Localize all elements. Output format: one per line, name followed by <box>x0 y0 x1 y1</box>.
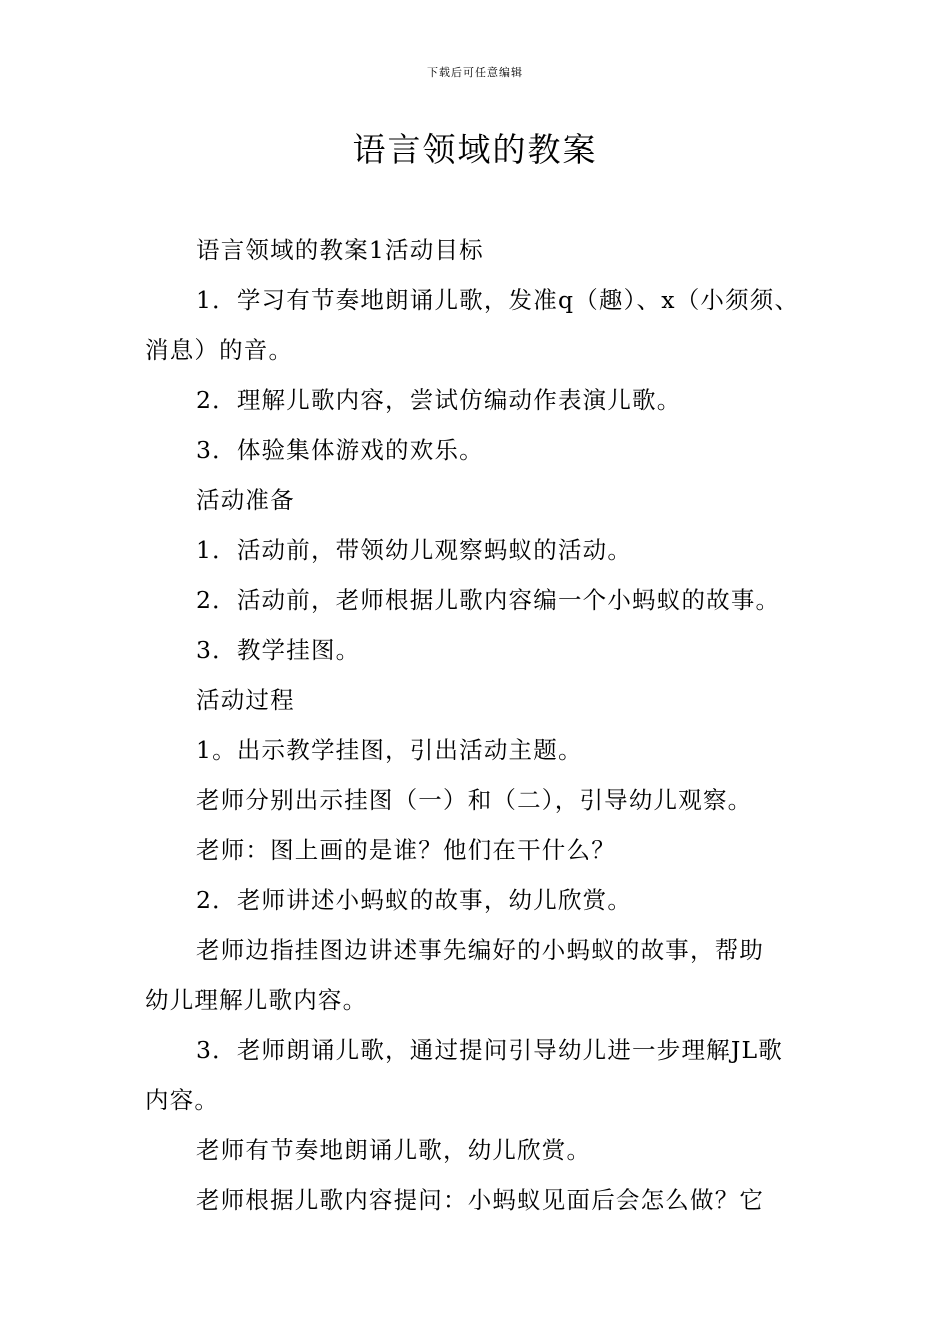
paragraph-2-continued: 消息）的音。 <box>145 336 294 364</box>
paragraph-7: 2．活动前，老师根据儿歌内容编一个小蚂蚁的故事。 <box>196 586 781 614</box>
paragraph-2: 1．学习有节奏地朗诵儿歌，发准q（趣）、x（小须须、 <box>196 286 800 314</box>
paragraph-1: 语言领域的教案1活动目标 <box>196 236 484 264</box>
paragraph-15: 3．老师朗诵儿歌，通过提问引导幼儿进一步理解JL歌 <box>196 1036 783 1064</box>
paragraph-6: 1．活动前，带领幼儿观察蚂蚁的活动。 <box>196 536 633 564</box>
paragraph-9: 活动过程 <box>196 686 295 714</box>
paragraph-13: 2．老师讲述小蚂蚁的故事，幼儿欣赏。 <box>196 886 633 914</box>
paragraph-12: 老师：图上画的是谁？他们在干什么？ <box>196 836 616 864</box>
paragraph-3: 2．理解儿歌内容，尝试仿编动作表演儿歌。 <box>196 386 682 414</box>
paragraph-14-continued: 幼儿理解儿歌内容。 <box>145 986 368 1014</box>
paragraph-11: 老师分别出示挂图（一）和（二），引导幼儿观察。 <box>196 786 753 814</box>
header-note: 下载后可任意编辑 <box>427 66 523 79</box>
document-title: 语言领域的教案 <box>352 130 598 169</box>
document-body <box>145 225 835 1225</box>
paragraph-17: 老师根据儿歌内容提问：小蚂蚁见面后会怎么做？它 <box>196 1186 765 1214</box>
paragraph-10: 1。出示教学挂图，引出活动主题。 <box>196 736 583 764</box>
paragraph-15-continued: 内容。 <box>145 1086 220 1114</box>
paragraph-8: 3．教学挂图。 <box>196 636 361 664</box>
paragraph-5: 活动准备 <box>196 486 295 514</box>
paragraph-16: 老师有节奏地朗诵儿歌，幼儿欣赏。 <box>196 1136 592 1164</box>
paragraph-14: 老师边指挂图边讲述事先编好的小蚂蚁的故事，帮助 <box>196 936 765 964</box>
paragraph-4: 3．体验集体游戏的欢乐。 <box>196 436 484 464</box>
